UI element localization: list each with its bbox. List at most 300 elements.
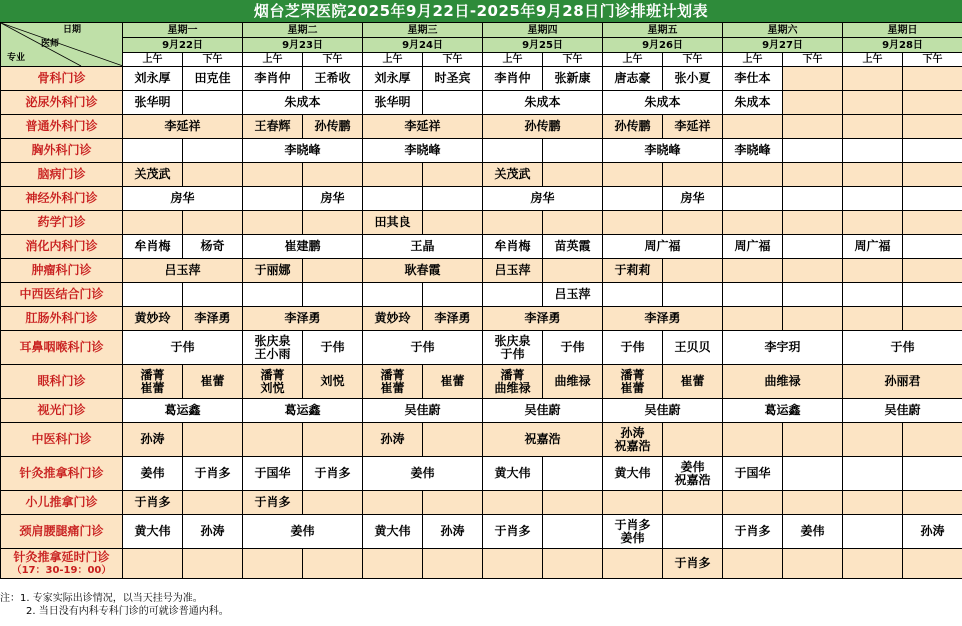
corner-doctor-label: 医师: [41, 39, 60, 49]
department-label: 颈肩腰腿痛门诊: [19, 524, 104, 538]
empty-cell: [183, 283, 243, 307]
empty-cell: [423, 211, 483, 235]
empty-cell: [903, 67, 962, 91]
empty-cell: [843, 211, 903, 235]
doctor-cell: [243, 491, 303, 515]
doctor-name: 孙传鹏: [314, 119, 351, 133]
empty-cell: [363, 549, 423, 579]
doctor-cell: [183, 67, 243, 91]
doctor-cell: [183, 515, 243, 549]
am-label: 上午: [483, 53, 543, 67]
doctor-cell: [903, 515, 962, 549]
empty-cell: [723, 163, 783, 187]
empty-cell: [423, 91, 483, 115]
doctor-cell: [603, 115, 663, 139]
doctor-name: 葛运鑫: [284, 403, 321, 417]
empty-cell: [843, 139, 903, 163]
empty-cell: [903, 549, 962, 579]
doctor-cell: [183, 365, 243, 399]
doctor-name: 于伟: [620, 340, 645, 354]
department-name: [1, 457, 123, 491]
day-weekday-6: 星期六: [723, 23, 843, 38]
department-name: [1, 235, 123, 259]
doctor-cell: [123, 307, 183, 331]
doctor-cell: [663, 115, 723, 139]
department-name: [1, 491, 123, 515]
empty-cell: [843, 91, 903, 115]
doctor-name: 张小夏: [674, 71, 711, 85]
empty-cell: [903, 115, 962, 139]
doctor-cell: [243, 259, 303, 283]
empty-cell: [423, 549, 483, 579]
doctor-cell: [663, 67, 723, 91]
doctor-name: 潘菁: [620, 367, 645, 382]
doctor-cell: [723, 235, 783, 259]
doctor-cell: [123, 331, 243, 365]
doctor-cell: [363, 365, 423, 399]
empty-cell: [843, 187, 903, 211]
department-label: 肛肠外科门诊: [25, 311, 98, 325]
doctor-cell: [243, 515, 363, 549]
doctor-name: 唐志豪: [614, 71, 651, 85]
pm-label: 下午: [783, 53, 843, 67]
doctor-name: 吴佳蔚: [884, 403, 921, 417]
pm-label: 下午: [423, 53, 483, 67]
empty-cell: [243, 283, 303, 307]
doctor-cell: [483, 365, 543, 399]
empty-cell: [483, 139, 543, 163]
doctor-cell: [363, 331, 483, 365]
doctor-cell: [483, 515, 543, 549]
doctor-cell: [483, 187, 603, 211]
doctor-cell: [363, 259, 483, 283]
schedule-row: [1, 91, 962, 115]
day-weekday-7: 星期日: [843, 23, 962, 38]
empty-cell: [663, 259, 723, 283]
doctor-name: 王春辉: [254, 119, 291, 133]
empty-cell: [723, 423, 783, 457]
empty-cell: [123, 549, 183, 579]
doctor-name: 于国华: [734, 466, 771, 480]
empty-cell: [843, 491, 903, 515]
doctor-cell: [123, 163, 183, 187]
department-name: [1, 283, 123, 307]
doctor-name: 杨奇: [200, 239, 225, 253]
empty-cell: [903, 457, 962, 491]
pm-label: 下午: [903, 53, 962, 67]
doctor-name: 姜伟: [800, 524, 825, 538]
empty-cell: [723, 549, 783, 579]
empty-cell: [723, 259, 783, 283]
empty-cell: [483, 283, 543, 307]
empty-cell: [123, 139, 183, 163]
empty-cell: [183, 491, 243, 515]
doctor-cell: [483, 235, 543, 259]
empty-cell: [843, 283, 903, 307]
doctor-name: 于肖多: [494, 524, 531, 538]
empty-cell: [423, 187, 483, 211]
doctor-name: 崔建鹏: [284, 239, 321, 253]
doctor-cell: [183, 457, 243, 491]
doctor-name: 吕玉萍: [494, 263, 531, 277]
doctor-name: 耿春霞: [404, 263, 441, 277]
empty-cell: [423, 283, 483, 307]
empty-cell: [363, 187, 423, 211]
doctor-name: 张庆泉: [254, 333, 291, 348]
doctor-cell: [243, 139, 363, 163]
schedule-row: [1, 67, 962, 91]
empty-cell: [603, 211, 663, 235]
doctor-cell: [723, 67, 783, 91]
doctor-name: 李肖仲: [254, 71, 291, 85]
schedule-row: [1, 259, 962, 283]
day-date-4: 9月25日: [483, 38, 603, 53]
doctor-cell: [723, 365, 843, 399]
empty-cell: [783, 549, 843, 579]
doctor-name: 潘菁: [380, 367, 405, 382]
doctor-cell: [603, 91, 723, 115]
doctor-cell: [123, 187, 243, 211]
day-date-1: 9月22日: [123, 38, 243, 53]
empty-cell: [903, 423, 962, 457]
empty-cell: [903, 283, 962, 307]
am-label: 上午: [243, 53, 303, 67]
doctor-cell: [123, 423, 183, 457]
doctor-cell: [123, 365, 183, 399]
empty-cell: [903, 163, 962, 187]
doctor-cell: [543, 365, 603, 399]
department-name: [1, 423, 123, 457]
doctor-name: 吴佳蔚: [524, 403, 561, 417]
empty-cell: [243, 423, 303, 457]
empty-cell: [843, 67, 903, 91]
doctor-name: 李泽勇: [644, 311, 681, 325]
doctor-cell: [363, 423, 423, 457]
empty-cell: [903, 235, 962, 259]
doctor-name: 崔蕾: [680, 374, 705, 388]
empty-cell: [843, 307, 903, 331]
day-date-2: 9月23日: [243, 38, 363, 53]
doctor-cell: [363, 515, 423, 549]
doctor-cell: [363, 91, 423, 115]
doctor-cell: [723, 399, 843, 423]
empty-cell: [303, 163, 363, 187]
empty-cell: [303, 423, 363, 457]
empty-cell: [903, 91, 962, 115]
empty-cell: [423, 423, 483, 457]
doctor-cell: [483, 259, 543, 283]
doctor-name: 于伟: [560, 340, 585, 354]
empty-cell: [783, 163, 843, 187]
day-weekday-2: 星期二: [243, 23, 363, 38]
doctor-name: 王晶: [410, 239, 435, 253]
schedule-row: [1, 331, 962, 365]
department-label: 视光门诊: [37, 403, 86, 417]
empty-cell: [603, 491, 663, 515]
doctor-name: 李宇玥: [764, 340, 801, 354]
doctor-name: 牟肖梅: [134, 239, 171, 253]
doctor-name: 孙涛: [620, 425, 645, 440]
schedule-row: [1, 115, 962, 139]
department-label: 小儿推拿门诊: [25, 495, 98, 509]
doctor-name: 曲维禄: [494, 380, 531, 395]
doctor-name: 苗英霞: [554, 239, 591, 253]
doctor-name: 葛运鑫: [764, 403, 801, 417]
empty-cell: [543, 259, 603, 283]
doctor-name: 于肖多: [614, 517, 651, 532]
doctor-cell: [723, 331, 843, 365]
empty-cell: [903, 491, 962, 515]
doctor-name: 孙传鹏: [524, 119, 561, 133]
doctor-name: 刘悦: [260, 380, 285, 395]
doctor-cell: [363, 235, 483, 259]
empty-cell: [783, 91, 843, 115]
doctor-name: 朱成本: [284, 95, 321, 109]
doctor-name: 祝嘉浩: [524, 432, 561, 446]
doctor-cell: [723, 457, 783, 491]
empty-cell: [363, 491, 423, 515]
doctor-name: 于肖多: [674, 556, 711, 570]
department-label: 中医科门诊: [31, 432, 92, 446]
doctor-name: 李泽勇: [434, 311, 471, 325]
doctor-name: 崔蕾: [440, 374, 465, 388]
doctor-name: 李肖仲: [494, 71, 531, 85]
doctor-name: 吴佳蔚: [404, 403, 441, 417]
doctor-cell: [843, 399, 962, 423]
doctor-name: 孙涛: [440, 524, 465, 538]
corner-date-label: 日期: [63, 25, 82, 35]
doctor-name: 王希收: [314, 71, 351, 85]
doctor-cell: [843, 365, 962, 399]
doctor-name: 吴佳蔚: [644, 403, 681, 417]
pm-label: 下午: [543, 53, 603, 67]
doctor-cell: [423, 307, 483, 331]
empty-cell: [663, 491, 723, 515]
empty-cell: [903, 139, 962, 163]
schedule-row: [1, 139, 962, 163]
empty-cell: [903, 259, 962, 283]
doctor-name: 祝嘉浩: [674, 472, 711, 487]
doctor-name: 黄妙玲: [374, 311, 411, 325]
doctor-cell: [303, 365, 363, 399]
doctor-name: 黄大伟: [134, 524, 171, 538]
doctor-cell: [543, 331, 603, 365]
doctor-name: 曲维禄: [554, 374, 591, 388]
day-weekday-3: 星期三: [363, 23, 483, 38]
doctor-cell: [483, 115, 603, 139]
empty-cell: [843, 549, 903, 579]
empty-cell: [903, 307, 962, 331]
department-name: [1, 549, 123, 579]
doctor-name: 田其良: [374, 215, 411, 229]
empty-cell: [603, 187, 663, 211]
empty-cell: [723, 491, 783, 515]
doctor-name: 张庆泉: [494, 333, 531, 348]
doctor-name: 张华明: [374, 95, 411, 109]
doctor-name: 李晓峰: [284, 143, 321, 157]
empty-cell: [903, 211, 962, 235]
doctor-cell: [603, 235, 723, 259]
department-label: 脑病门诊: [37, 167, 86, 181]
doctor-name: 房华: [680, 191, 705, 205]
department-label: 胸外科门诊: [31, 143, 92, 157]
empty-cell: [843, 259, 903, 283]
schedule-row: [1, 399, 962, 423]
empty-cell: [123, 211, 183, 235]
footnote-1: 注：1. 专家实际出诊情况，以当天挂号为准。: [0, 593, 203, 604]
doctor-name: 崔蕾: [200, 374, 225, 388]
doctor-cell: [663, 457, 723, 491]
empty-cell: [543, 139, 603, 163]
day-date-3: 9月24日: [363, 38, 483, 53]
schedule-row: [1, 307, 962, 331]
doctor-cell: [663, 331, 723, 365]
doctor-name: 祝嘉浩: [614, 438, 651, 453]
doctor-cell: [363, 139, 483, 163]
doctor-cell: [723, 139, 783, 163]
doctor-name: 于伟: [890, 340, 915, 354]
doctor-cell: [123, 91, 183, 115]
empty-cell: [543, 211, 603, 235]
doctor-cell: [423, 515, 483, 549]
doctor-cell: [243, 365, 303, 399]
page-title: 烟台芝罘医院2025年9月22日-2025年9月28日门诊排班计划表: [0, 0, 962, 23]
doctor-cell: [243, 457, 303, 491]
doctor-name: 李晓峰: [644, 143, 681, 157]
empty-cell: [183, 549, 243, 579]
doctor-cell: [603, 423, 663, 457]
doctor-name: 姜伟: [620, 530, 645, 545]
empty-cell: [783, 491, 843, 515]
doctor-name: 关茂武: [494, 167, 531, 181]
doctor-name: 李延祥: [674, 119, 711, 133]
empty-cell: [723, 187, 783, 211]
empty-cell: [183, 211, 243, 235]
doctor-name: 于伟: [410, 340, 435, 354]
doctor-cell: [483, 399, 603, 423]
department-name: [1, 67, 123, 91]
doctor-cell: [603, 259, 663, 283]
doctor-cell: [603, 399, 723, 423]
doctor-name: 刘永厚: [374, 71, 411, 85]
doctor-cell: [723, 515, 783, 549]
doctor-name: 李仕本: [734, 71, 771, 85]
schedule-row: [1, 283, 962, 307]
department-label: 药学门诊: [37, 215, 86, 229]
doctor-name: 张新康: [554, 71, 591, 85]
doctor-name: 牟肖梅: [494, 239, 531, 253]
doctor-name: 孙传鹏: [614, 119, 651, 133]
empty-cell: [783, 235, 843, 259]
empty-cell: [303, 283, 363, 307]
empty-cell: [783, 187, 843, 211]
department-name: [1, 515, 123, 549]
empty-cell: [843, 515, 903, 549]
doctor-cell: [603, 515, 663, 549]
doctor-cell: [363, 211, 423, 235]
doctor-name: 周广福: [644, 239, 681, 253]
department-label: 骨科门诊: [37, 71, 86, 85]
empty-cell: [663, 211, 723, 235]
doctor-cell: [663, 187, 723, 211]
doctor-name: 潘菁: [500, 367, 525, 382]
empty-cell: [603, 163, 663, 187]
department-label: 普通外科门诊: [25, 119, 98, 133]
empty-cell: [183, 91, 243, 115]
am-label: 上午: [723, 53, 783, 67]
empty-cell: [543, 163, 603, 187]
doctor-cell: [603, 331, 663, 365]
empty-cell: [663, 163, 723, 187]
schedule-row: [1, 163, 962, 187]
empty-cell: [843, 423, 903, 457]
doctor-cell: [543, 67, 603, 91]
department-label: 肿瘤科门诊: [31, 263, 92, 277]
doctor-name: 李泽勇: [284, 311, 321, 325]
doctor-name: 姜伟: [290, 524, 315, 538]
doctor-cell: [303, 187, 363, 211]
empty-cell: [543, 457, 603, 491]
doctor-name: 于肖多: [314, 466, 351, 480]
doctor-name: 于肖多: [194, 466, 231, 480]
department-name: [1, 399, 123, 423]
schedule-row: [1, 491, 962, 515]
department-name: [1, 211, 123, 235]
doctor-cell: [483, 457, 543, 491]
doctor-cell: [843, 331, 962, 365]
schedule-row: [1, 235, 962, 259]
doctor-name: 崔蕾: [620, 380, 645, 395]
doctor-name: 李晓峰: [734, 143, 771, 157]
doctor-name: 朱成本: [524, 95, 561, 109]
doctor-cell: [303, 457, 363, 491]
doctor-cell: [183, 307, 243, 331]
doctor-cell: [363, 399, 483, 423]
department-name: [1, 365, 123, 399]
empty-cell: [363, 283, 423, 307]
department-hours: （17：30-19：00）: [11, 564, 112, 576]
doctor-name: 于莉莉: [614, 263, 651, 277]
empty-cell: [183, 139, 243, 163]
department-label: 眼科门诊: [37, 374, 86, 388]
doctor-name: 房华: [170, 191, 195, 205]
empty-cell: [543, 491, 603, 515]
empty-cell: [303, 549, 363, 579]
am-label: 上午: [843, 53, 903, 67]
doctor-name: 吕玉萍: [164, 263, 201, 277]
department-name: [1, 115, 123, 139]
empty-cell: [543, 549, 603, 579]
doctor-name: 潘菁: [140, 367, 165, 382]
doctor-name: 崔蕾: [380, 380, 405, 395]
doctor-cell: [303, 115, 363, 139]
empty-cell: [483, 549, 543, 579]
schedule-row: [1, 365, 962, 399]
department-label: 神经外科门诊: [25, 191, 98, 205]
doctor-name: 姜伟: [410, 466, 435, 480]
doctor-name: 于伟: [320, 340, 345, 354]
doctor-name: 于伟: [170, 340, 195, 354]
pm-label: 下午: [183, 53, 243, 67]
doctor-cell: [243, 331, 303, 365]
schedule-row: [1, 187, 962, 211]
empty-cell: [723, 283, 783, 307]
doctor-cell: [363, 67, 423, 91]
empty-cell: [783, 67, 843, 91]
doctor-name: 于丽娜: [254, 263, 291, 277]
doctor-name: 于伟: [500, 346, 525, 361]
empty-cell: [843, 457, 903, 491]
